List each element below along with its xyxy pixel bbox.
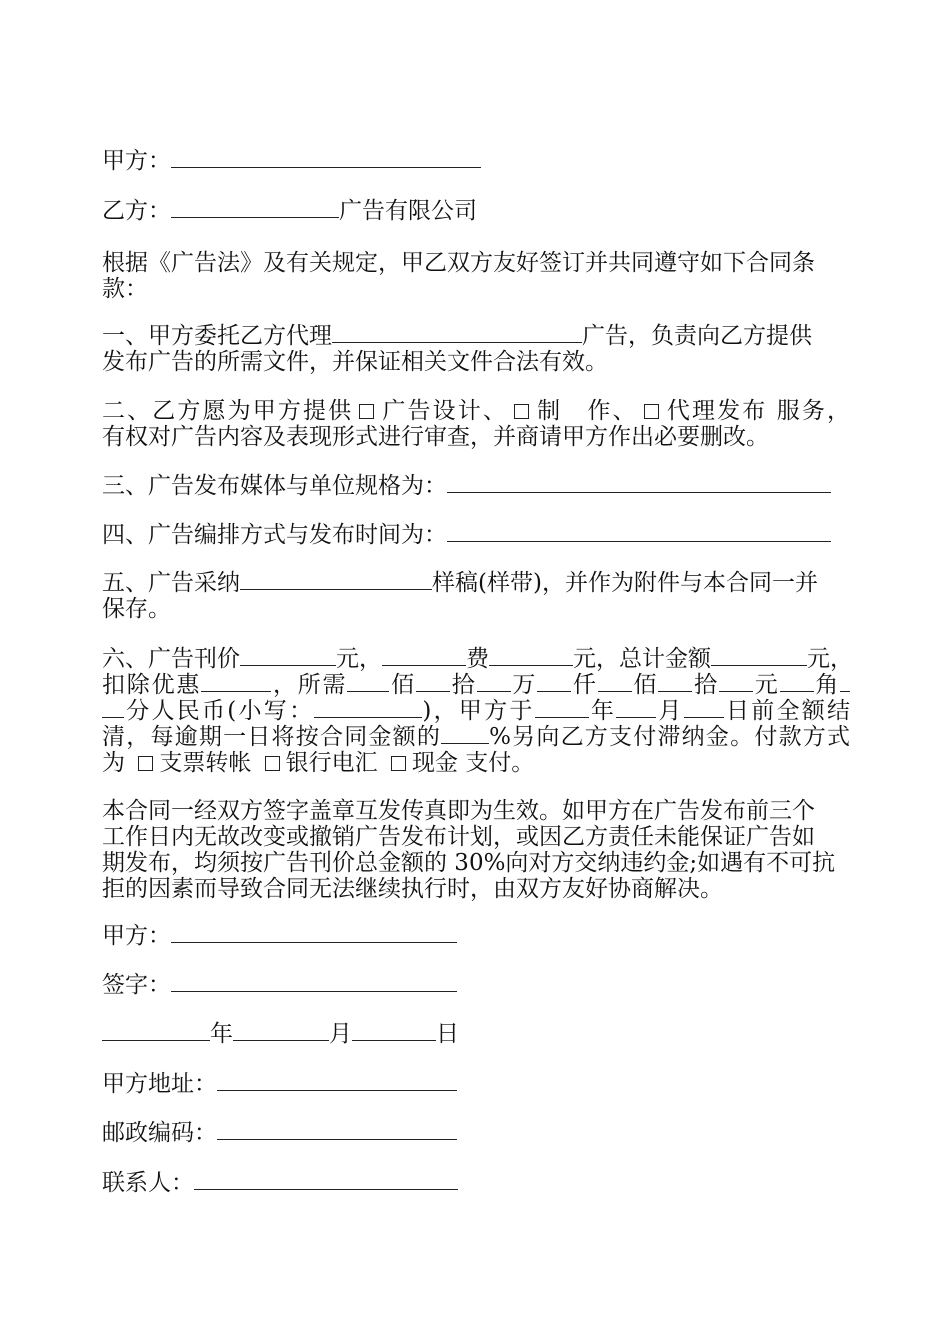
clause-6-text: 扣除优惠 [102, 672, 202, 698]
amount-field[interactable] [780, 673, 814, 692]
clause-5-prefix: 五、广告采纳 [102, 570, 240, 596]
postcode-line [102, 1120, 457, 1146]
address-label: 甲方地址： [102, 1071, 217, 1097]
clause-6-text: 分人民币(小写： [124, 698, 315, 724]
checkbox-cheque-transfer[interactable] [138, 756, 153, 771]
discount-field[interactable] [201, 673, 271, 692]
clause-4-line [102, 522, 831, 548]
clause-6-text: 元 [752, 672, 780, 698]
checkbox-cash[interactable] [391, 756, 406, 771]
date-month-field[interactable] [233, 1022, 329, 1041]
clause-6-text: 费 [466, 646, 489, 672]
clause-6-text: 支付。 [465, 750, 535, 776]
postcode-field[interactable] [217, 1121, 457, 1140]
year-label: 年 [210, 1021, 233, 1047]
option-production: 制 作、 [535, 398, 638, 424]
clause-6-line-4 [102, 724, 850, 750]
party-a-line [102, 148, 481, 174]
option-agency-publish: 代理发布 [664, 398, 768, 424]
day-label: 日 [436, 1021, 459, 1047]
final-line-3: 期发布，均须按广告刊价总金额的 30%向对方交纳违约金;如遇有不可抗 [102, 850, 836, 876]
party-b-label: 乙方： [102, 198, 171, 224]
clause-6-text: 万 [510, 672, 538, 698]
fee-type-field[interactable] [382, 647, 466, 666]
clause-4-field[interactable] [447, 523, 831, 542]
date-line [102, 1021, 459, 1047]
clause-6-text: %另向乙方支付滞纳金。付款方式 [489, 724, 851, 750]
party-b-suffix: 广告有限公司 [339, 198, 477, 224]
sign-field[interactable] [171, 973, 457, 992]
amount-field[interactable] [658, 673, 692, 692]
clause-6-text: ，所需 [271, 672, 348, 698]
clause-6-text: 佰 [631, 672, 659, 698]
clause-6-text: 拾 [449, 672, 477, 698]
clause-1-suffix: 广告，负责向乙方提供 [582, 323, 812, 349]
month-label: 月 [329, 1021, 352, 1047]
clause-6-line-3 [102, 698, 850, 724]
contact-label: 联系人： [102, 1170, 194, 1196]
clause-5-suffix: 样稿(样带)，并作为附件与本合同一并 [432, 570, 818, 596]
intro-line-1: 根据《广告法》及有关规定，甲乙双方友好签订并共同遵守如下合同条 [102, 250, 815, 276]
party-a-field[interactable] [171, 149, 481, 168]
sign-party-a-field[interactable] [171, 924, 457, 943]
clause-6-text: 清，每逾期一日将按合同金额的 [102, 724, 442, 750]
clause-6-text: 元， [336, 646, 382, 672]
contact-line [102, 1170, 458, 1196]
checkbox-ad-design[interactable] [359, 404, 374, 419]
address-line [102, 1071, 457, 1097]
final-line-2: 工作日内无故改变或撤销广告发布计划，或因乙方责任未能保证广告如 [102, 824, 815, 850]
late-fee-percent-field[interactable] [441, 725, 489, 744]
clause-6-text: 为 [102, 750, 125, 776]
option-bank-wire: 银行电汇 [285, 750, 378, 776]
clause-2-prefix: 二、乙方愿为甲方提供 [102, 398, 354, 424]
option-cheque-transfer: 支票转帐 [159, 750, 252, 776]
clause-3-label: 三、广告发布媒体与单位规格为： [102, 473, 447, 499]
amount-field[interactable] [537, 673, 571, 692]
clause-6-line-2 [102, 672, 850, 698]
amount-field[interactable] [102, 699, 124, 718]
total-field[interactable] [711, 647, 807, 666]
clause-5-line-1 [102, 570, 818, 596]
clause-5-line-2: 保存。 [102, 596, 171, 622]
clause-2-line-2: 有权对广告内容及表现形式进行审查，并商请甲方作出必要删改。 [102, 424, 769, 450]
clause-3-field[interactable] [447, 474, 831, 493]
small-amount-field[interactable] [314, 699, 422, 718]
amount-field[interactable] [719, 673, 753, 692]
clause-1-prefix: 一、甲方委托乙方代理 [102, 323, 332, 349]
date-year-field[interactable] [102, 1022, 210, 1041]
price-field[interactable] [240, 647, 336, 666]
postcode-label: 邮政编码： [102, 1120, 217, 1146]
clause-6-text: 拾 [692, 672, 719, 698]
clause-6-text: 元，总计金额 [573, 646, 711, 672]
clause-4-label: 四、广告编排方式与发布时间为： [102, 522, 447, 548]
final-line-4: 拒的因素而导致合同无法继续执行时，由双方友好协商解决。 [102, 876, 723, 902]
address-field[interactable] [217, 1072, 457, 1091]
clause-6-text: 仟 [571, 672, 598, 698]
pay-day-field[interactable] [684, 699, 724, 718]
clause-6-text: 角 [813, 672, 841, 698]
party-b-field[interactable] [171, 199, 339, 218]
clause-6-text: )，甲方于 [422, 698, 535, 724]
clause-2-line-1 [102, 398, 850, 424]
checkbox-bank-wire[interactable] [265, 756, 280, 771]
option-cash: 现金 [411, 750, 458, 776]
fee-field[interactable] [489, 647, 573, 666]
amount-field[interactable] [598, 673, 632, 692]
clause-3-line [102, 473, 831, 499]
intro-line-2: 款： [102, 276, 148, 302]
clause-6-text: 六、广告刊价 [102, 646, 240, 672]
sign-party-a-line [102, 923, 457, 949]
clause-1-ad-field[interactable] [332, 324, 582, 343]
sign-label: 签字： [102, 972, 171, 998]
pay-year-field[interactable] [535, 699, 589, 718]
amount-field[interactable] [477, 673, 511, 692]
pay-month-field[interactable] [616, 699, 656, 718]
checkbox-agency-publish[interactable] [644, 404, 659, 419]
amount-field[interactable] [840, 673, 850, 692]
clause-1-line-1 [102, 323, 812, 349]
clause-2-suffix: 服务， [776, 398, 851, 424]
clause-6-line-1 [102, 646, 853, 672]
party-b-line [102, 198, 477, 224]
party-a-label: 甲方： [102, 148, 171, 174]
option-ad-design: 广告设计、 [380, 398, 509, 424]
amount-field[interactable] [347, 673, 389, 692]
clause-5-field[interactable] [240, 571, 432, 590]
clause-6-line-5 [102, 750, 534, 776]
checkbox-production[interactable] [514, 404, 529, 419]
final-line-1: 本合同一经双方签字盖章互发传真即为生效。如甲方在广告发布前三个 [102, 798, 815, 824]
sign-party-a-label: 甲方： [102, 923, 171, 949]
date-day-field[interactable] [352, 1022, 436, 1041]
clause-6-text: 佰 [389, 672, 416, 698]
contact-field[interactable] [194, 1171, 458, 1190]
clause-6-text: 元， [807, 646, 853, 672]
amount-field[interactable] [416, 673, 450, 692]
clause-6-text: 月 [656, 698, 684, 724]
clause-1-line-2: 发布广告的所需文件，并保证相关文件合法有效。 [102, 349, 608, 375]
clause-6-text: 年 [588, 698, 617, 724]
sign-line [102, 972, 457, 998]
clause-6-text: 日前全额结 [723, 698, 851, 724]
